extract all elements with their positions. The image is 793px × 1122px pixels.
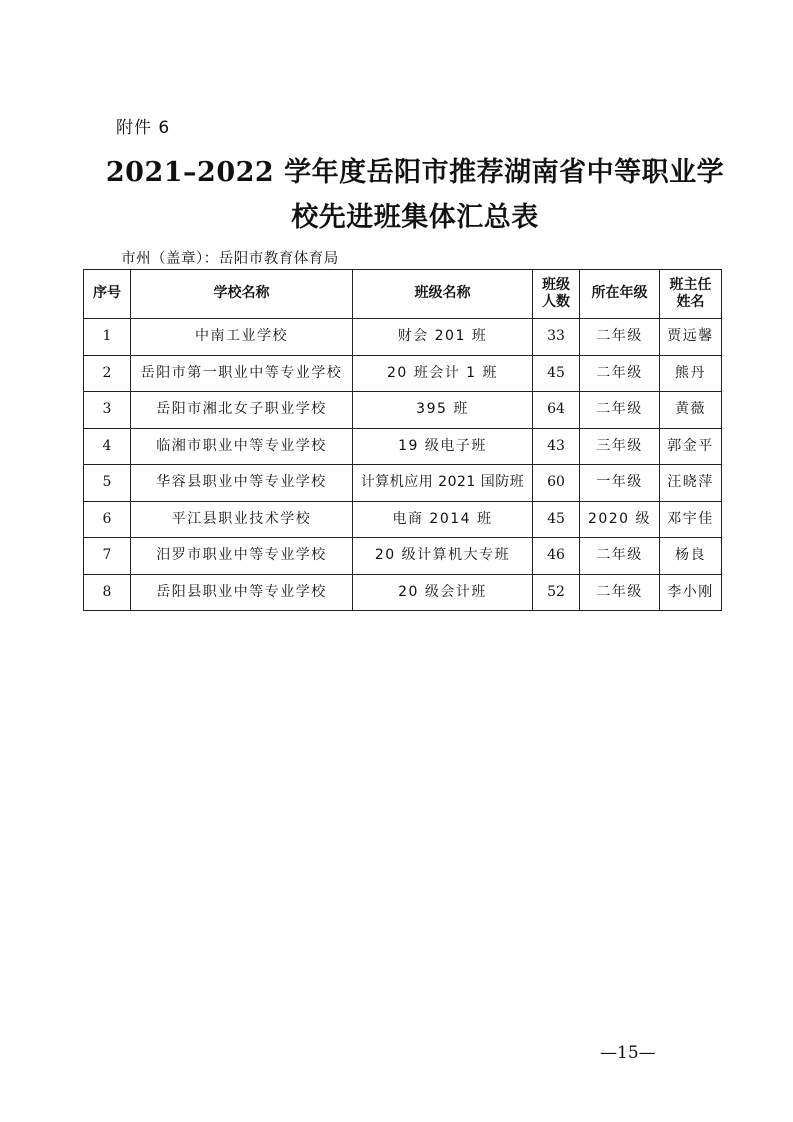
cell-teacher: 李小刚 — [660, 574, 722, 611]
table-row — [84, 501, 722, 538]
cell-grade: 二年级 — [580, 355, 660, 392]
cell-teacher: 杨良 — [660, 538, 722, 575]
cell-index: 7 — [84, 538, 131, 575]
cell-class-size: 43 — [533, 428, 580, 465]
table-row — [84, 428, 722, 465]
header-grade: 所在年级 — [580, 270, 660, 319]
cell-class-size: 33 — [533, 319, 580, 356]
table-row — [84, 392, 722, 429]
cell-class-name: 20 班会计 1 班 — [353, 355, 533, 392]
header-index: 序号 — [84, 270, 131, 319]
cell-school: 岳阳市第一职业中等专业学校 — [131, 355, 353, 392]
cell-teacher: 汪晓萍 — [660, 465, 722, 502]
cell-grade: 二年级 — [580, 574, 660, 611]
cell-class-name: 计算机应用 2021 国防班 — [353, 465, 533, 502]
cell-index: 8 — [84, 574, 131, 611]
cell-grade: 三年级 — [580, 428, 660, 465]
attachment-label: 附件 6 — [116, 118, 171, 138]
header-class-size-line-2: 人数 — [542, 294, 570, 310]
cell-index: 5 — [84, 465, 131, 502]
cell-teacher: 熊丹 — [660, 355, 722, 392]
cell-index: 6 — [84, 501, 131, 538]
table-row — [84, 319, 722, 356]
summary-table — [83, 269, 722, 611]
cell-class-name: 电商 2014 班 — [353, 501, 533, 538]
cell-class-size: 46 — [533, 538, 580, 575]
header-class-size — [533, 270, 580, 319]
cell-school: 汨罗市职业中等专业学校 — [131, 538, 353, 575]
table-row — [84, 465, 722, 502]
table-row — [84, 538, 722, 575]
seal-line: 市州（盖章）：岳阳市教育体育局 — [121, 251, 339, 267]
cell-index: 2 — [84, 355, 131, 392]
cell-teacher: 贾远馨 — [660, 319, 722, 356]
cell-grade: 二年级 — [580, 392, 660, 429]
cell-school: 临湘市职业中等专业学校 — [131, 428, 353, 465]
cell-grade: 二年级 — [580, 538, 660, 575]
cell-teacher: 黄薇 — [660, 392, 722, 429]
document-title-line-1: 2021–2022 学年度岳阳市推荐湖南省中等职业学 — [105, 157, 725, 188]
cell-teacher: 郭金平 — [660, 428, 722, 465]
header-class-name: 班级名称 — [353, 270, 533, 319]
page-number: —15— — [600, 1043, 656, 1063]
cell-class-name: 19 级电子班 — [353, 428, 533, 465]
cell-grade: 一年级 — [580, 465, 660, 502]
cell-school: 华容县职业中等专业学校 — [131, 465, 353, 502]
header-teacher-line-1: 班主任 — [669, 276, 712, 293]
cell-class-size: 60 — [533, 465, 580, 502]
cell-school: 中南工业学校 — [131, 319, 353, 356]
cell-school: 岳阳市湘北女子职业学校 — [131, 392, 353, 429]
header-school: 学校名称 — [131, 270, 353, 319]
cell-index: 1 — [84, 319, 131, 356]
cell-index: 3 — [84, 392, 131, 429]
cell-teacher: 邓宇佳 — [660, 501, 722, 538]
document-title-line-2: 校先进班集体汇总表 — [291, 202, 539, 233]
cell-class-size: 64 — [533, 392, 580, 429]
header-teacher — [660, 270, 722, 319]
cell-grade: 二年级 — [580, 319, 660, 356]
table-header-row — [84, 270, 722, 319]
header-teacher-line-2: 姓名 — [676, 294, 705, 310]
cell-class-name: 财会 201 班 — [353, 319, 533, 356]
cell-class-name: 395 班 — [353, 392, 533, 429]
table-row — [84, 355, 722, 392]
table-row — [84, 574, 722, 611]
cell-class-size: 45 — [533, 355, 580, 392]
cell-index: 4 — [84, 428, 131, 465]
cell-class-size: 52 — [533, 574, 580, 611]
cell-class-name: 20 级计算机大专班 — [353, 538, 533, 575]
header-class-size-line-1: 班级 — [542, 276, 570, 293]
cell-school: 平江县职业技术学校 — [131, 501, 353, 538]
cell-class-name: 20 级会计班 — [353, 574, 533, 611]
cell-grade: 2020 级 — [580, 501, 660, 538]
cell-class-size: 45 — [533, 501, 580, 538]
cell-school: 岳阳县职业中等专业学校 — [131, 574, 353, 611]
